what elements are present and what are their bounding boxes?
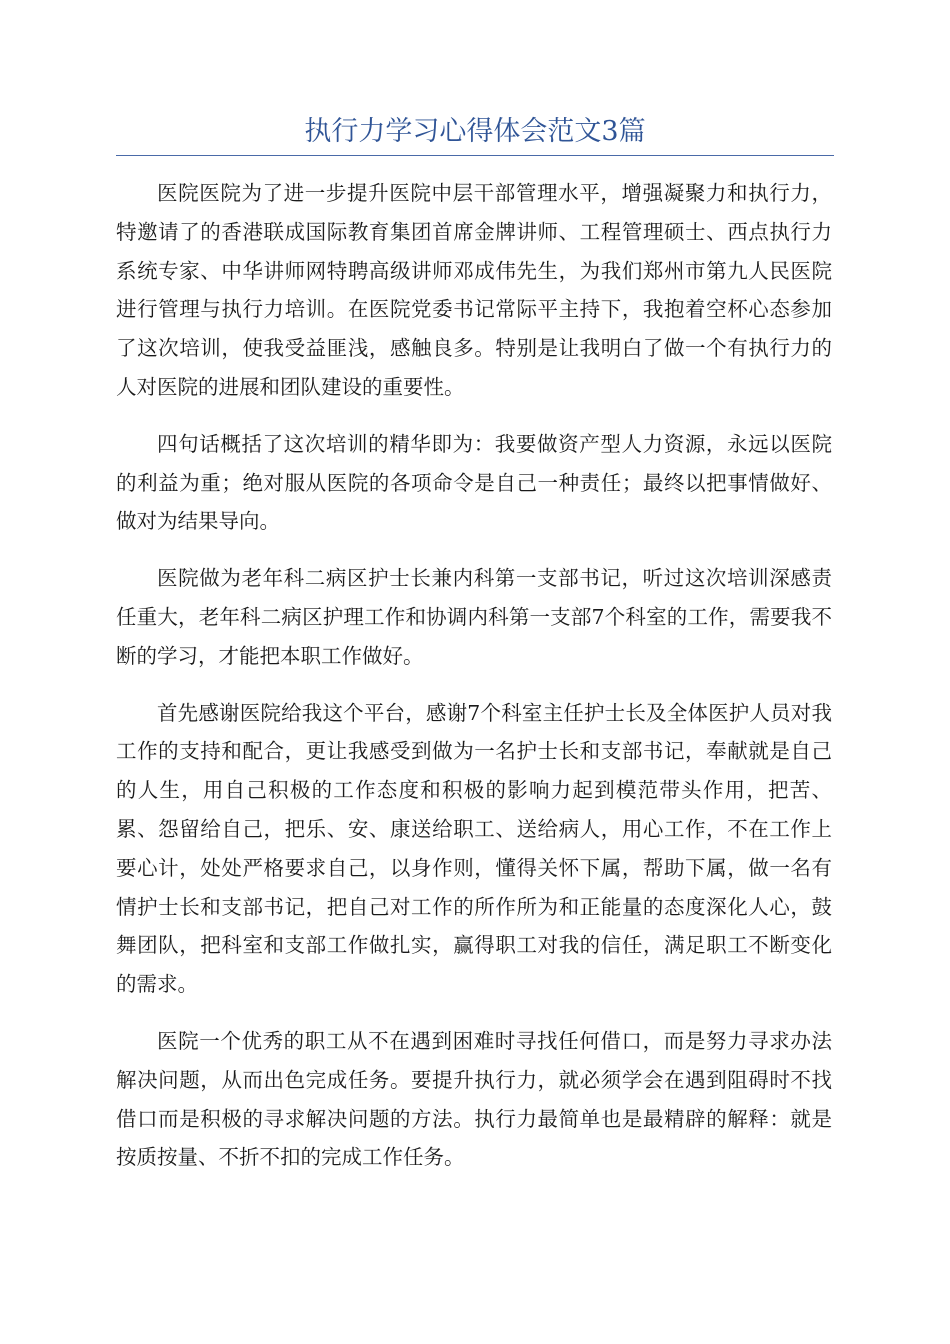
document-title: 执行力学习心得体会范文3篇 (304, 116, 646, 147)
paragraph-5: 医院一个优秀的职工从不在遇到困难时寻找任何借口，而是努力寻求办法解决问题，从而出色完成任务。要提升执行力，就必须学会在遇到阻碍时不找借口而是积极的寻求解决问题的方法。执行力最简单也是最精辟的解释：就是按质按量、不折不扣的完成工作任务。 (116, 1028, 832, 1170)
document-body (116, 174, 832, 1195)
paragraph-3: 医院做为老年科二病区护士长兼内科第一支部书记，听过这次培训深感责任重大，老年科二病区护理工作和协调内科第一支部7个科室的工作，需要我不断的学习，才能把本职工作做好。 (116, 566, 832, 668)
title-underline (116, 155, 834, 156)
paragraph-1: 医院医院为了进一步提升医院中层干部管理水平，增强凝聚力和执行力，特邀请了的香港联成国际教育集团首席金牌讲师、工程管理硕士、西点执行力系统专家、中华讲师网特聘高级讲师邓成伟先生，为我们郑州市第九人民医院进行管理与执行力培训。在医院党委书记常际平主持下，我抱着空杯心态参加了这次培训，使我受益匪浅，感触良多。特别是让我明白了做一个有执行力的人对医院的进展和团队建设的重要性。 (116, 181, 832, 399)
paragraph-4: 首先感谢医院给我这个平台，感谢7个科室主任护士长及全体医护人员对我工作的支持和配合，更让我感受到做为一名护士长和支部书记，奉献就是自己的人生，用自己积极的工作态度和积极的影响力起到模范带头作用，把苦、累、怨留给自己，把乐、安、康送给职工、送给病人，用心工作，不在工作上要心计，处处严格要求自己，以身作则，懂得关怀下属，帮助下属，做一名有情护士长和支部书记，把自己对工作的所作所为和正能量的态度深化人心，鼓舞团队，把科室和支部工作做扎实，赢得职工对我的信任，满足职工不断变化的需求。 (116, 700, 832, 997)
paragraph-2: 四句话概括了这次培训的精华即为：我要做资产型人力资源，永远以医院的利益为重；绝对服从医院的各项命令是自己一种责任；最终以把事情做好、做对为结果导向。 (116, 431, 832, 534)
